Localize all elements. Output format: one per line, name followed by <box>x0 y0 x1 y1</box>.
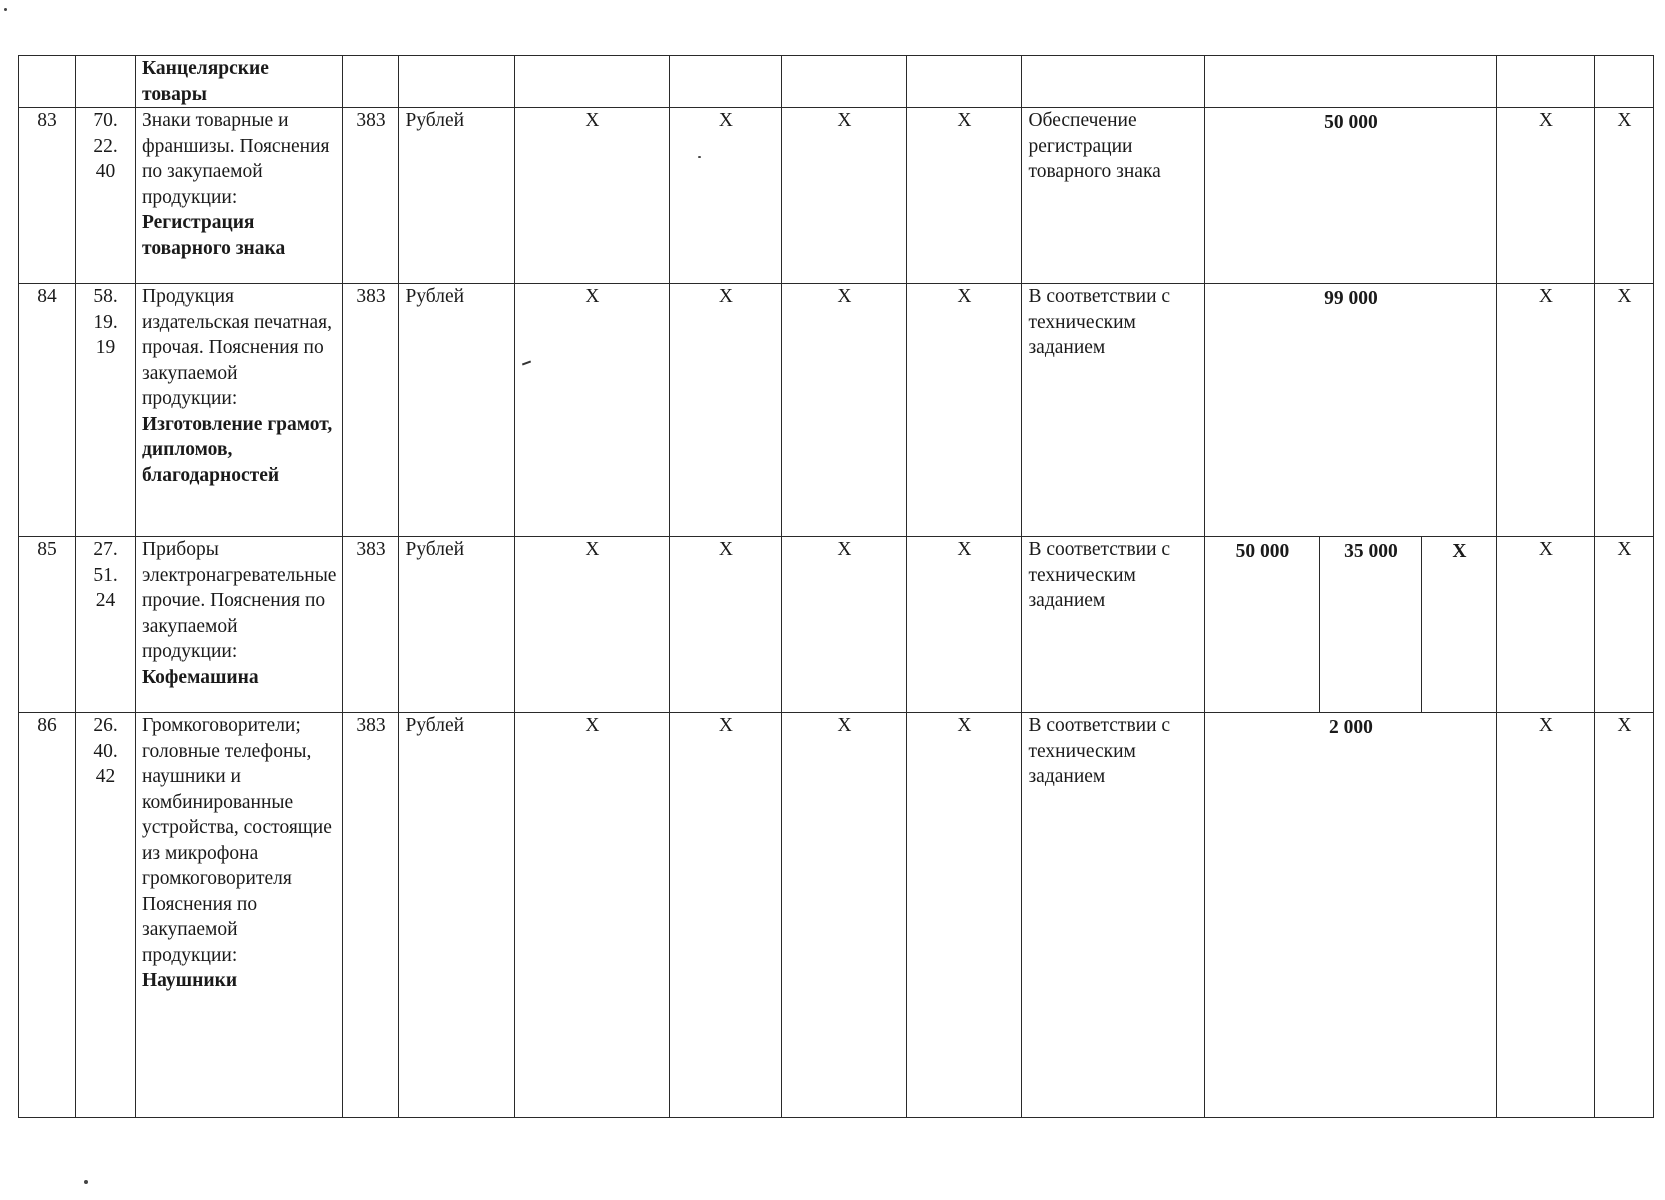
cell-empty <box>1497 56 1595 108</box>
x-mark: X <box>670 108 782 284</box>
x-mark: X <box>515 284 670 537</box>
x-mark: X <box>907 108 1022 284</box>
amount-year-1: 50 000 <box>1205 537 1320 713</box>
x-mark: X <box>782 537 907 713</box>
okei-code: 383 <box>343 108 399 284</box>
x-mark: X <box>515 713 670 1118</box>
cell-empty <box>19 56 76 108</box>
x-mark: X <box>515 537 670 713</box>
product-description <box>136 108 343 284</box>
scan-speck <box>84 1180 88 1184</box>
cell-empty <box>1595 56 1654 108</box>
x-mark: X <box>1595 108 1654 284</box>
x-mark: X <box>1497 537 1595 713</box>
x-mark: X <box>515 108 670 284</box>
x-mark: X <box>907 284 1022 537</box>
cell-empty <box>670 56 782 108</box>
x-mark: X <box>1595 713 1654 1118</box>
cell-empty <box>907 56 1022 108</box>
amount: 50 000 <box>1205 108 1497 284</box>
unit-name: Рублей <box>399 537 515 713</box>
requirement: В соответствии с техническим заданием <box>1022 284 1205 537</box>
x-mark: X <box>782 108 907 284</box>
x-mark: X <box>670 713 782 1118</box>
row-number: 86 <box>19 713 76 1118</box>
okpd-code: 70. 22. 40 <box>76 108 136 284</box>
okpd-code: 27. 51. 24 <box>76 537 136 713</box>
row-number: 83 <box>19 108 76 284</box>
x-mark: X <box>907 537 1022 713</box>
x-mark: X <box>670 284 782 537</box>
cell-empty <box>515 56 670 108</box>
description-bold: Наушники <box>142 970 238 991</box>
x-mark: X <box>782 713 907 1118</box>
cell-empty <box>782 56 907 108</box>
table-row <box>19 537 1654 713</box>
description-text: Громкоговорители; головные телефоны, наушники и комбинированные устройства, состоящие из микрофона громкоговорителя Пояснения по закупаемой продукции: <box>142 715 332 966</box>
x-mark: X <box>1595 284 1654 537</box>
procurement-table-grid <box>18 55 1654 1118</box>
cell-empty <box>1205 56 1497 108</box>
cell-empty <box>1022 56 1205 108</box>
cell-empty <box>399 56 515 108</box>
cell-empty <box>343 56 399 108</box>
x-mark: X <box>907 713 1022 1118</box>
okei-code: 383 <box>343 713 399 1118</box>
table-row <box>19 713 1654 1118</box>
x-mark: X <box>1595 537 1654 713</box>
product-description <box>136 284 343 537</box>
x-mark: X <box>670 537 782 713</box>
table-row-category <box>19 56 1654 108</box>
table-row <box>19 284 1654 537</box>
requirement: В соответствии с техническим заданием <box>1022 713 1205 1118</box>
category-label: Канцелярские товары <box>136 56 343 108</box>
amount: 2 000 <box>1205 713 1497 1118</box>
okpd-code: 26. 40. 42 <box>76 713 136 1118</box>
description-text: Приборы электронагревательные прочие. Пояснения по закупаемой продукции: <box>142 539 337 662</box>
unit-name: Рублей <box>399 284 515 537</box>
table-row <box>19 108 1654 284</box>
unit-name: Рублей <box>399 713 515 1118</box>
row-number: 85 <box>19 537 76 713</box>
description-bold: Регистрация товарного знака <box>142 212 286 259</box>
requirement: Обеспечение регистрации товарного знака <box>1022 108 1205 284</box>
amount-year-3: X <box>1422 537 1497 713</box>
row-number: 84 <box>19 284 76 537</box>
requirement: В соответствии с техническим заданием <box>1022 537 1205 713</box>
x-mark: X <box>1497 108 1595 284</box>
amount: 99 000 <box>1205 284 1497 537</box>
procurement-table <box>18 55 1654 1118</box>
okpd-code: 58. 19. 19 <box>76 284 136 537</box>
scan-speck <box>4 8 7 11</box>
x-mark: X <box>1497 284 1595 537</box>
description-bold: Изготовление грамот, дипломов, благодарностей <box>142 413 333 486</box>
amount-year-2: 35 000 <box>1320 537 1422 713</box>
product-description <box>136 537 343 713</box>
cell-empty <box>76 56 136 108</box>
product-description <box>136 713 343 1118</box>
x-mark: X <box>782 284 907 537</box>
okei-code: 383 <box>343 284 399 537</box>
description-text: Знаки товарные и франшизы. Пояснения по закупаемой продукции: <box>142 110 330 208</box>
okei-code: 383 <box>343 537 399 713</box>
unit-name: Рублей <box>399 108 515 284</box>
description-bold: Кофемашина <box>142 666 259 688</box>
description-text: Продукция издательская печатная, прочая. Пояснения по закупаемой продукции: <box>142 286 333 409</box>
x-mark: X <box>1497 713 1595 1118</box>
